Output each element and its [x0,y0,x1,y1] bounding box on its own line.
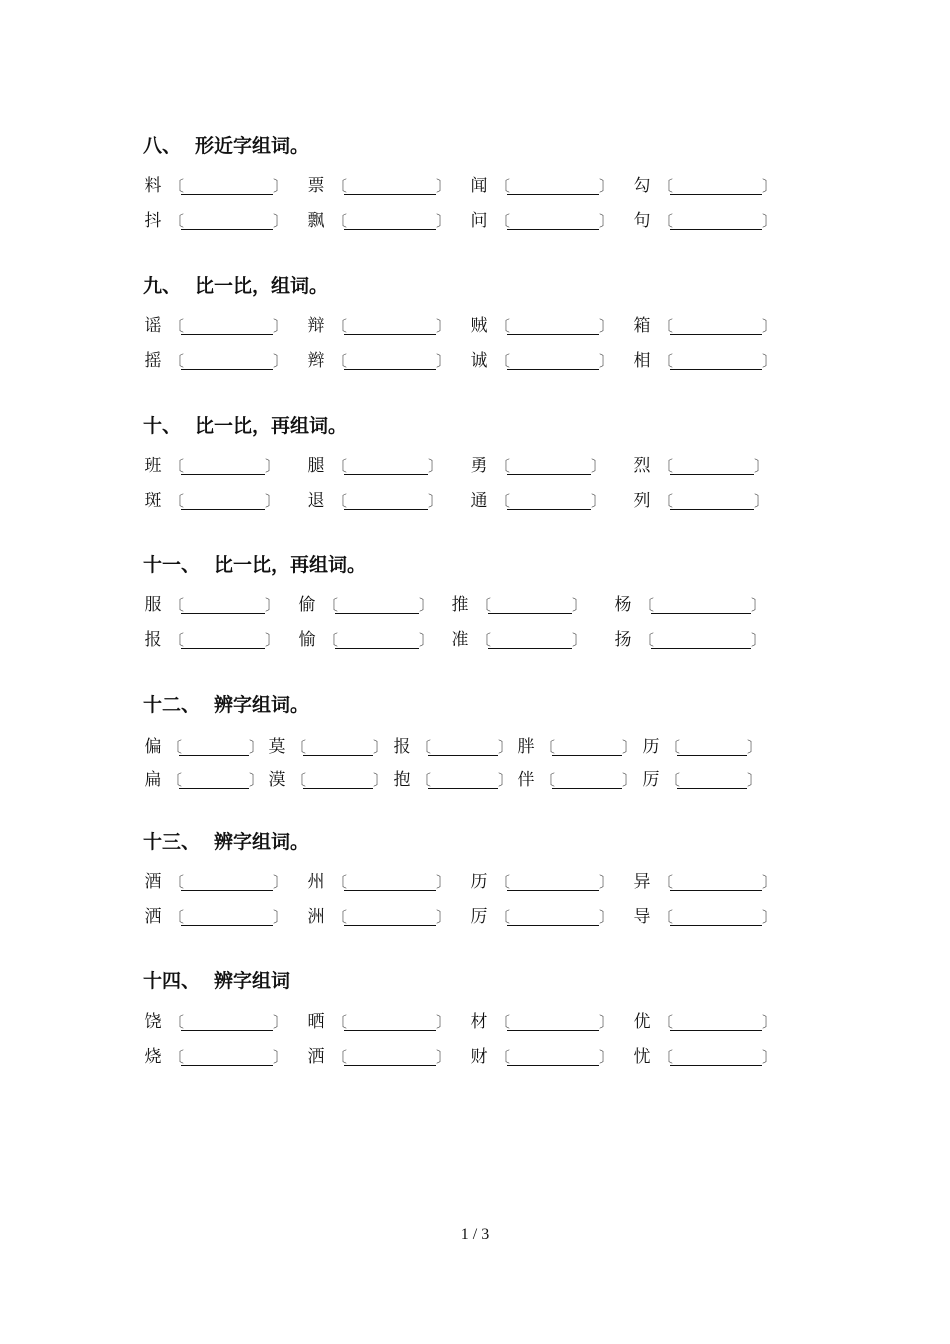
right-bracket: 〕 [762,212,778,230]
character: 莫 [268,737,286,757]
right-bracket: 〕 [762,908,778,926]
section-title: 比一比，组词。 [195,275,329,297]
character: 报 [393,737,411,757]
left-bracket: 〔 [167,738,183,756]
character: 准 [451,630,469,650]
character: 偏 [144,737,162,757]
character: 偷 [298,595,316,615]
word-row [143,174,783,198]
answer-blank[interactable] [552,735,622,756]
section-number: 十三、 [143,831,201,853]
character: 扁 [144,770,162,790]
character: 材 [470,1012,488,1032]
answer-blank[interactable] [181,489,265,510]
left-bracket: 〔 [169,908,185,926]
right-bracket: 〕 [762,1013,778,1031]
answer-blank[interactable] [651,628,751,649]
left-bracket: 〔 [169,873,185,891]
right-bracket: 〕 [762,1048,778,1066]
left-bracket: 〔 [167,771,183,789]
word-row [143,454,783,478]
character: 谣 [144,316,162,336]
left-bracket: 〔 [658,873,674,891]
section-title: 比一比，再组词。 [214,554,367,576]
answer-blank[interactable] [670,314,762,335]
answer-blank[interactable] [344,209,436,230]
character: 忧 [633,1047,651,1067]
word-row [143,905,783,929]
word-row [143,314,783,338]
word-row [143,349,783,373]
section-title: 辨字组词。 [214,694,310,716]
answer-blank[interactable] [181,209,273,230]
section-heading [143,133,309,159]
character: 辫 [307,351,325,371]
answer-blank[interactable] [507,489,591,510]
answer-blank[interactable] [181,174,273,195]
right-bracket: 〕 [428,492,444,510]
character: 愉 [298,630,316,650]
right-bracket: 〕 [419,631,435,649]
answer-blank[interactable] [344,174,436,195]
section-11 [143,552,783,662]
answer-blank[interactable] [181,870,273,891]
section-heading [143,413,347,439]
right-bracket: 〕 [273,352,289,370]
right-bracket: 〕 [436,352,452,370]
right-bracket: 〕 [622,738,638,756]
answer-blank[interactable] [507,454,591,475]
right-bracket: 〕 [273,212,289,230]
left-bracket: 〔 [476,631,492,649]
left-bracket: 〔 [495,352,511,370]
answer-blank[interactable] [670,454,754,475]
right-bracket: 〕 [572,631,588,649]
answer-blank[interactable] [670,1010,762,1031]
character: 通 [470,491,488,511]
character: 腿 [307,456,325,476]
word-row [143,1045,783,1069]
right-bracket: 〕 [419,596,435,614]
left-bracket: 〔 [332,492,348,510]
left-bracket: 〔 [332,457,348,475]
word-row [143,768,783,792]
left-bracket: 〔 [665,771,681,789]
answer-blank[interactable] [670,209,762,230]
answer-blank[interactable] [181,314,273,335]
right-bracket: 〕 [751,596,767,614]
left-bracket: 〔 [332,317,348,335]
left-bracket: 〔 [323,631,339,649]
left-bracket: 〔 [658,177,674,195]
answer-blank[interactable] [670,905,762,926]
right-bracket: 〕 [373,738,389,756]
character: 斑 [144,491,162,511]
right-bracket: 〕 [762,873,778,891]
answer-blank[interactable] [670,489,754,510]
right-bracket: 〕 [599,177,615,195]
answer-blank[interactable] [507,905,599,926]
character: 洲 [307,907,325,927]
answer-blank[interactable] [344,314,436,335]
left-bracket: 〔 [332,212,348,230]
character: 洒 [144,907,162,927]
character: 相 [633,351,651,371]
right-bracket: 〕 [599,1048,615,1066]
answer-blank[interactable] [344,905,436,926]
answer-blank[interactable] [344,489,428,510]
answer-blank[interactable] [677,735,747,756]
word-row [143,489,783,513]
right-bracket: 〕 [622,771,638,789]
section-title: 辨字组词 [214,970,291,992]
right-bracket: 〕 [599,873,615,891]
right-bracket: 〕 [436,177,452,195]
right-bracket: 〕 [762,352,778,370]
left-bracket: 〔 [169,631,185,649]
section-number: 八、 [143,135,182,157]
word-row [143,209,783,233]
right-bracket: 〕 [436,1013,452,1031]
answer-blank[interactable] [181,905,273,926]
section-12 [143,692,783,802]
answer-blank[interactable] [181,1045,273,1066]
right-bracket: 〕 [436,317,452,335]
answer-blank[interactable] [507,1045,599,1066]
character: 优 [633,1012,651,1032]
left-bracket: 〔 [665,738,681,756]
section-number: 十二、 [143,694,201,716]
answer-blank[interactable] [488,628,572,649]
character: 报 [144,630,162,650]
left-bracket: 〔 [658,908,674,926]
right-bracket: 〕 [591,492,607,510]
character: 抖 [144,211,162,231]
answer-blank[interactable] [344,349,436,370]
answer-blank[interactable] [507,1010,599,1031]
left-bracket: 〔 [495,177,511,195]
character: 晒 [307,1012,325,1032]
right-bracket: 〕 [747,738,763,756]
right-bracket: 〕 [751,631,767,649]
answer-blank[interactable] [179,768,249,789]
character: 诚 [470,351,488,371]
section-9 [143,273,783,383]
left-bracket: 〔 [332,1013,348,1031]
left-bracket: 〔 [323,596,339,614]
answer-blank[interactable] [181,454,265,475]
character: 酒 [144,872,162,892]
character: 财 [470,1047,488,1067]
right-bracket: 〕 [249,771,265,789]
right-bracket: 〕 [273,1048,289,1066]
answer-blank[interactable] [181,1010,273,1031]
right-bracket: 〕 [273,177,289,195]
left-bracket: 〔 [169,177,185,195]
character: 异 [633,872,651,892]
character: 班 [144,456,162,476]
left-bracket: 〔 [169,596,185,614]
answer-blank[interactable] [335,628,419,649]
character: 烈 [633,456,651,476]
right-bracket: 〕 [591,457,607,475]
answer-blank[interactable] [303,768,373,789]
answer-blank[interactable] [507,870,599,891]
left-bracket: 〔 [658,212,674,230]
character: 箱 [633,316,651,336]
left-bracket: 〔 [332,873,348,891]
left-bracket: 〔 [495,212,511,230]
character: 贼 [470,316,488,336]
word-row [143,870,783,894]
answer-blank[interactable] [344,1010,436,1031]
character: 厉 [470,907,488,927]
section-heading [143,692,309,718]
answer-blank[interactable] [507,314,599,335]
right-bracket: 〕 [436,212,452,230]
left-bracket: 〔 [495,457,511,475]
answer-blank[interactable] [507,209,599,230]
page-number: 1 / 3 [460,1226,490,1243]
section-heading [143,273,328,299]
left-bracket: 〔 [658,457,674,475]
character: 问 [470,211,488,231]
section-8 [143,133,783,243]
character: 推 [451,595,469,615]
character: 服 [144,595,162,615]
character: 扬 [614,630,632,650]
character: 列 [633,491,651,511]
left-bracket: 〔 [540,738,556,756]
right-bracket: 〕 [436,873,452,891]
answer-blank[interactable] [181,593,265,614]
left-bracket: 〔 [169,492,185,510]
character: 历 [642,737,660,757]
character: 料 [144,176,162,196]
right-bracket: 〕 [265,457,281,475]
left-bracket: 〔 [658,492,674,510]
left-bracket: 〔 [658,1048,674,1066]
answer-blank[interactable] [507,174,599,195]
left-bracket: 〔 [169,1013,185,1031]
section-10 [143,413,783,523]
left-bracket: 〔 [495,873,511,891]
character: 烧 [144,1047,162,1067]
right-bracket: 〕 [265,631,281,649]
section-heading [143,829,309,855]
word-row [143,628,783,652]
left-bracket: 〔 [332,908,348,926]
character: 飘 [307,211,325,231]
right-bracket: 〕 [498,738,514,756]
right-bracket: 〕 [428,457,444,475]
left-bracket: 〔 [495,1013,511,1031]
character: 勇 [470,456,488,476]
right-bracket: 〕 [273,873,289,891]
answer-blank[interactable] [670,1045,762,1066]
answer-blank[interactable] [677,768,747,789]
answer-blank[interactable] [181,349,273,370]
right-bracket: 〕 [754,457,770,475]
right-bracket: 〕 [249,738,265,756]
character: 洒 [307,1047,325,1067]
character: 抱 [393,770,411,790]
word-row [143,1010,783,1034]
character: 杨 [614,595,632,615]
answer-blank[interactable] [179,735,249,756]
word-row [143,593,783,617]
word-row [143,735,783,759]
right-bracket: 〕 [436,908,452,926]
character: 州 [307,872,325,892]
right-bracket: 〕 [273,908,289,926]
character: 导 [633,907,651,927]
right-bracket: 〕 [273,1013,289,1031]
right-bracket: 〕 [273,317,289,335]
right-bracket: 〕 [762,177,778,195]
right-bracket: 〕 [265,596,281,614]
character: 厉 [642,770,660,790]
left-bracket: 〔 [416,738,432,756]
answer-blank[interactable] [344,870,436,891]
left-bracket: 〔 [540,771,556,789]
section-number: 十、 [143,415,182,437]
left-bracket: 〔 [332,352,348,370]
character: 历 [470,872,488,892]
section-title: 比一比，再组词。 [195,415,348,437]
section-number: 九、 [143,275,182,297]
right-bracket: 〕 [747,771,763,789]
left-bracket: 〔 [639,596,655,614]
left-bracket: 〔 [169,457,185,475]
answer-blank[interactable] [428,768,498,789]
section-14 [143,968,783,1078]
answer-blank[interactable] [344,454,428,475]
character: 票 [307,176,325,196]
right-bracket: 〕 [762,317,778,335]
section-number: 十四、 [143,970,201,992]
left-bracket: 〔 [495,492,511,510]
character: 漠 [268,770,286,790]
character: 伴 [517,770,535,790]
section-title: 辨字组词。 [214,831,310,853]
left-bracket: 〔 [291,771,307,789]
section-heading [143,552,366,578]
answer-blank[interactable] [344,1045,436,1066]
character: 胖 [517,737,535,757]
answer-blank[interactable] [670,174,762,195]
section-title: 形近字组词。 [195,135,310,157]
left-bracket: 〔 [658,317,674,335]
character: 退 [307,491,325,511]
answer-blank[interactable] [651,593,751,614]
right-bracket: 〕 [373,771,389,789]
character: 闻 [470,176,488,196]
left-bracket: 〔 [495,317,511,335]
right-bracket: 〕 [599,317,615,335]
right-bracket: 〕 [599,908,615,926]
answer-blank[interactable] [303,735,373,756]
left-bracket: 〔 [332,1048,348,1066]
left-bracket: 〔 [658,1013,674,1031]
right-bracket: 〕 [599,352,615,370]
answer-blank[interactable] [181,628,265,649]
character: 句 [633,211,651,231]
left-bracket: 〔 [476,596,492,614]
answer-blank[interactable] [428,735,498,756]
character: 饶 [144,1012,162,1032]
left-bracket: 〔 [291,738,307,756]
left-bracket: 〔 [658,352,674,370]
left-bracket: 〔 [495,908,511,926]
right-bracket: 〕 [754,492,770,510]
right-bracket: 〕 [265,492,281,510]
left-bracket: 〔 [416,771,432,789]
left-bracket: 〔 [169,317,185,335]
answer-blank[interactable] [670,349,762,370]
left-bracket: 〔 [639,631,655,649]
left-bracket: 〔 [169,352,185,370]
answer-blank[interactable] [670,870,762,891]
answer-blank[interactable] [552,768,622,789]
character: 辩 [307,316,325,336]
character: 摇 [144,351,162,371]
right-bracket: 〕 [572,596,588,614]
answer-blank[interactable] [507,349,599,370]
left-bracket: 〔 [495,1048,511,1066]
section-heading [143,968,290,994]
left-bracket: 〔 [169,212,185,230]
left-bracket: 〔 [332,177,348,195]
answer-blank[interactable] [335,593,419,614]
right-bracket: 〕 [599,212,615,230]
section-13 [143,829,783,939]
answer-blank[interactable] [488,593,572,614]
character: 勾 [633,176,651,196]
section-number: 十一、 [143,554,201,576]
left-bracket: 〔 [169,1048,185,1066]
right-bracket: 〕 [599,1013,615,1031]
right-bracket: 〕 [436,1048,452,1066]
right-bracket: 〕 [498,771,514,789]
